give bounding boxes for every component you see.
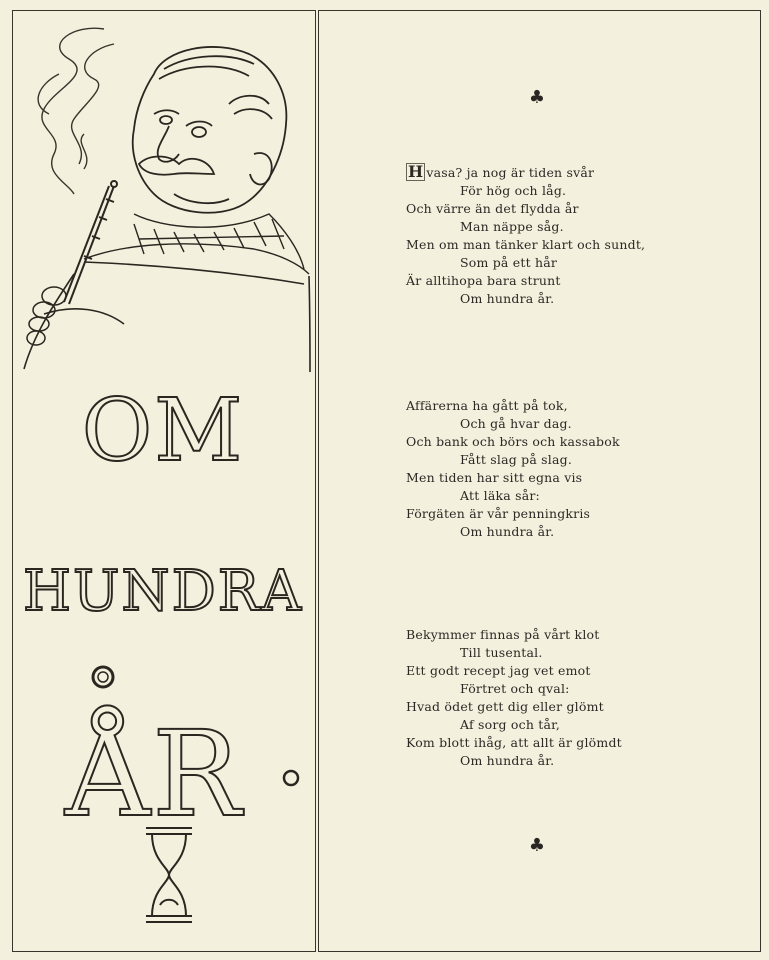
- poem-line: Hvad ödet gett dig eller glömt: [406, 699, 604, 714]
- pipe-icon: [64, 181, 117, 304]
- poem-line: Men tiden har sitt egna vis: [406, 470, 583, 485]
- poem-line: Fått slag på slag.: [460, 452, 573, 467]
- drop-cap: H: [408, 162, 424, 181]
- poem-line: Och gå hvar dag.: [460, 416, 572, 431]
- poem-line: Till tusental.: [460, 645, 543, 660]
- poem-stanza-2: [406, 397, 726, 541]
- poem-line: Och värre än det flydda år: [406, 201, 579, 216]
- poem-line: [406, 163, 726, 182]
- poem-line: Men om man tänker klart och sundt,: [406, 237, 646, 252]
- poem-stanza-3: [406, 626, 726, 770]
- poem-line: Om hundra år.: [460, 524, 555, 539]
- poem-line: Affärerna ha gått på tok,: [406, 398, 568, 413]
- ring-ornament-icon: [93, 667, 113, 687]
- poem-line: För hög och låg.: [460, 183, 567, 198]
- title-line-om: OM: [81, 381, 245, 481]
- poem-line: Af sorg och tår,: [460, 717, 561, 732]
- poem-line: Om hundra år.: [460, 291, 555, 306]
- poem-line: Som på ett hår: [460, 255, 558, 270]
- poem-line: Kom blott ihåg, att allt är glömdt: [406, 735, 622, 750]
- poem-line: Är alltihopa bara strunt: [406, 273, 561, 288]
- poem-line: Förtret och qval:: [460, 681, 570, 696]
- club-ornament-top-icon: ♣: [528, 87, 546, 108]
- poem-line: Förgäten är vår penningkris: [406, 506, 591, 521]
- poem-line: Bekymmer finnas på vårt klot: [406, 627, 600, 642]
- poem-line-text: vasa? ja nog är tiden svår: [426, 165, 595, 180]
- dot-ornament-icon: [284, 771, 298, 785]
- club-ornament-bottom-icon: ♣: [528, 835, 546, 856]
- smoke-icon: [38, 28, 114, 194]
- poem-stanza-1: [406, 163, 726, 308]
- title-line-hundra: HUNDRA: [23, 559, 303, 624]
- poem-line: Om hundra år.: [460, 753, 555, 768]
- title-lettering: [14, 370, 312, 950]
- poem-line: Ett godt recept jag vet emot: [406, 663, 591, 678]
- poem-line: Och bank och börs och kassabok: [406, 434, 620, 449]
- smoking-man-illustration: [14, 14, 312, 374]
- title-line-ar: ÅR: [64, 705, 244, 843]
- poem-line: Man näppe såg.: [460, 219, 564, 234]
- poem-line: Att läka sår:: [460, 488, 540, 503]
